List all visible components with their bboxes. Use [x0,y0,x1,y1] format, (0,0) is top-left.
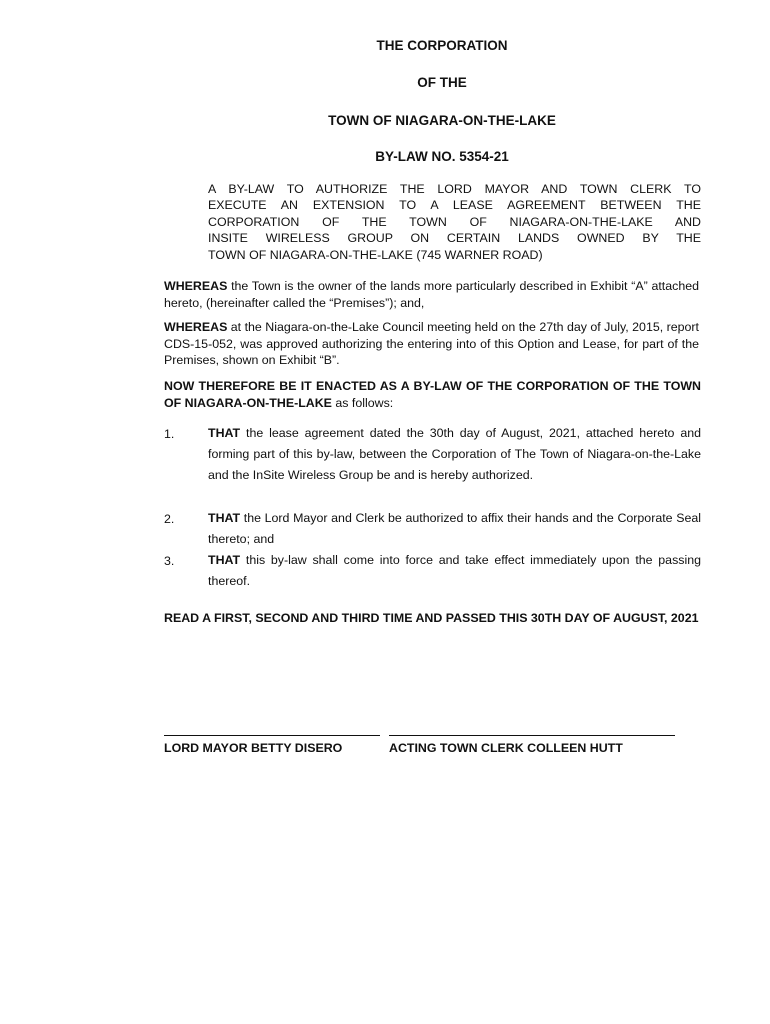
clause-lead: THAT [208,426,241,440]
whereas-paragraph-1 [164,278,699,311]
title-line: CORPORATION OF THE TOWN OF NIAGARA-ON-THE-LAKE AND [208,214,701,229]
clause-lead: THAT [208,511,241,525]
clause-text: this by-law shall come into force and take effect immediately upon the passing thereof. [208,553,701,588]
signature-name-clerk: ACTING TOWN CLERK COLLEEN HUTT [389,741,623,755]
whereas-paragraph-2 [164,319,699,369]
whereas-text: the Town is the owner of the lands more particularly described in Exhibit “A” attached hereto, (hereinafter called the “Premises”); and, [164,279,699,310]
clause-1 [208,423,701,486]
clause-text: the lease agreement dated the 30th day of August, 2021, attached hereto and forming part of this by-law, between the Corporation of The Town of Niagara-on-the-Lake and the InSite Wireless Group be and is hereby authorized. [208,426,701,482]
enacting-clause [164,378,701,411]
signature-line-clerk [389,735,675,736]
signature-line-mayor [164,735,380,736]
whereas-lead: WHEREAS [164,320,228,334]
header-town: TOWN OF NIAGARA-ON-THE-LAKE [328,113,556,128]
whereas-text: at the Niagara-on-the-Lake Council meeting held on the 27th day of July, 2015, report CDS-15-052, was approved authorizing the entering into of this Option and Lease, for part of the Premises, shown on Exhibit “B”. [164,320,699,367]
title-line: EXECUTE AN EXTENSION TO A LEASE AGREEMENT BETWEEN THE [208,198,701,213]
clause-number: 1. [164,427,175,441]
enacting-tail: as follows: [331,395,394,410]
clause-lead: THAT [208,553,241,567]
clause-text: the Lord Mayor and Clerk be authorized to affix their hands and the Corporate Seal thereto; and [208,511,701,546]
clause-number: 3. [164,554,175,568]
title-line: INSITE WIRELESS GROUP ON CERTAIN LANDS OWNED BY THE [208,231,701,246]
clause-number: 2. [164,512,175,526]
enacting-bold: NOW THEREFORE BE IT ENACTED AS A BY-LAW OF THE CORPORATION OF THE TOWN OF NIAGARA-ON-THE-LAKE [164,379,701,410]
whereas-lead: WHEREAS [164,279,228,293]
bylaw-number: BY-LAW NO. 5354-21 [375,149,509,164]
header-corporation: THE CORPORATION [376,38,508,53]
title-line: TOWN OF NIAGARA-ON-THE-LAKE (745 WARNER ROAD) [208,247,543,262]
bylaw-title-block [208,181,701,263]
header-of-the: OF THE [417,75,467,90]
clause-3 [208,550,701,592]
signature-name-mayor: LORD MAYOR BETTY DISERO [164,741,343,755]
readings-statement: READ A FIRST, SECOND AND THIRD TIME AND PASSED THIS 30TH DAY OF AUGUST, 2021 [164,611,699,625]
clause-2 [208,508,701,550]
title-line: A BY-LAW TO AUTHORIZE THE LORD MAYOR AND TOWN CLERK TO [208,182,701,196]
